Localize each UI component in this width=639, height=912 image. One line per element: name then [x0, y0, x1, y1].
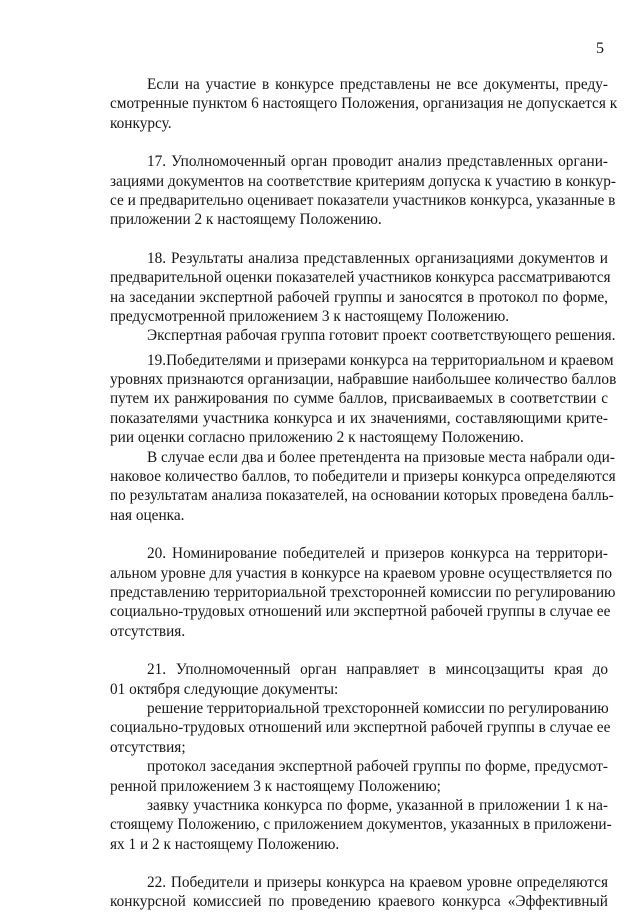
text-line: Экспертная рабочая группа готовит проект соответствующего решения. — [147, 327, 616, 345]
text-line: конкурсу. — [110, 114, 172, 132]
text-line: протокол заседания экспертной рабочей группы по форме, предусмот- — [147, 758, 608, 776]
text-line: 20. Номинирование победителей и призеров конкурса на территори- — [147, 545, 608, 563]
text-line: приложении 2 к настоящему Положению. — [110, 211, 382, 229]
text-line: уровнях признаются организации, набравшие наибольшее количество баллов — [110, 371, 617, 389]
text-line: ях 1 и 2 к настоящему Положению. — [110, 835, 340, 853]
text-line: показателями участника конкурса и их значениями, составляющими крите- — [110, 409, 608, 427]
text-line: представлению территориальной трехсторонней комиссии по регулированию — [110, 583, 616, 601]
text-line: ная оценка. — [110, 506, 185, 524]
text-line: социально-трудовых отношений или экспертной рабочей группы в случае ее — [110, 603, 611, 621]
text-line: наковое количество баллов, то победители и призеры конкурса определяются — [110, 468, 616, 486]
text-line: решение территориальной трехсторонней комиссии по регулированию — [147, 699, 609, 717]
paragraph-gap — [110, 230, 608, 249]
text-line: смотренные пунктом 6 настоящего Положения, организация не допускается к — [110, 95, 618, 113]
text-line: ренной приложением 3 к настоящему Положению; — [110, 777, 441, 795]
text-line: заявку участника конкурса по форме, указанной в приложении 1 к на- — [147, 796, 608, 814]
paragraph-gap — [110, 641, 608, 660]
paragraph-gap — [110, 133, 608, 152]
text-line: социально-трудовых отношений или экспертной рабочей группы в случае ее — [110, 719, 611, 737]
document-body — [110, 75, 618, 912]
text-line: се и предварительно оценивает показатели участников конкурса, указанные в — [110, 191, 616, 209]
text-line: зациями документов на соответствие критериям допуска к участию в конкур- — [110, 172, 616, 190]
text-line: предусмотренной приложением 3 к настоящему Положению. — [110, 307, 510, 325]
text-line: 01 октября следующие документы: — [110, 680, 339, 698]
text-line: Если на участие в конкурсе представлены не все документы, преду- — [147, 76, 608, 93]
text-line: стоящему Положению, с приложением документов, указанных в приложени- — [110, 816, 612, 834]
text-line: 17. Уполномоченный орган проводит анализ представленных органи- — [147, 153, 608, 171]
text-line: альном уровне для участия в конкурсе на краевом уровне осуществляется по — [110, 564, 613, 582]
paragraph-gap — [110, 854, 608, 873]
text-line: рии оценки согласно приложению 2 к настоящему Положению. — [110, 429, 524, 447]
text-line: предварительной оценки показателей участников конкурса рассматриваются — [110, 269, 611, 287]
text-line: отсутствия. — [110, 622, 186, 640]
text-line: В случае если два и более претендента на призовые места набрали оди- — [147, 448, 615, 466]
page-number: 5 — [596, 40, 604, 57]
paragraph-gap — [110, 525, 608, 544]
text-line: 21. Уполномоченный орган направляет в минсоцзащиты края до — [147, 661, 608, 679]
text-line: 18. Результаты анализа представленных организациями документов и — [147, 249, 608, 267]
text-line: конкурсной комиссией по проведению краевого конкурса «Эффективный — [110, 893, 608, 911]
text-line: путем их ранжирования по сумме баллов, присваиваемых в соответствии с — [110, 390, 608, 408]
text-line: по результатам анализа показателей, на основании которых проведена балль- — [110, 487, 614, 505]
text-line: 19.Победителями и призерами конкурса на территориальном и краевом — [147, 351, 614, 369]
text-line: отсутствия; — [110, 738, 186, 756]
text-line: на заседании экспертной рабочей группы и заносятся в протокол по форме, — [110, 288, 608, 306]
text-line: 22. Победители и призеры конкурса на краевом уровне определяются — [147, 874, 608, 892]
